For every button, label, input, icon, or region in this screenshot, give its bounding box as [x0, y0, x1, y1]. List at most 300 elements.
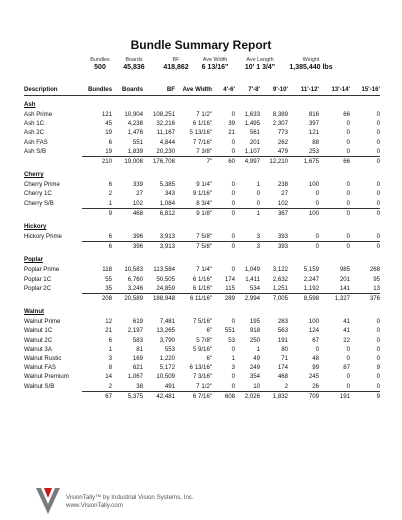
row-value: 0 [376, 318, 380, 326]
row-value: 2,632 [272, 275, 288, 283]
row-value: 6 [108, 233, 112, 241]
row-value: 238 [277, 181, 288, 189]
report-title: Bundle Summary Report [130, 38, 272, 52]
row-description: Walnut 1C [24, 327, 53, 335]
subtotal-label [24, 208, 82, 218]
row-value: 1 [231, 355, 235, 363]
species-heading-row [24, 100, 380, 110]
table-row [24, 265, 380, 274]
row-value: 0 [376, 147, 380, 155]
row-value: 0 [256, 190, 260, 198]
row-value: 3 [256, 233, 260, 241]
row-value: 0 [376, 336, 380, 344]
subtotal-row [24, 391, 380, 401]
row-value: 174 [277, 364, 288, 372]
table-row [24, 354, 380, 363]
row-description: Ash S/B [24, 148, 47, 156]
row-value: 100 [308, 318, 319, 326]
row-value: 6,760 [127, 275, 143, 283]
row-value: 0 [231, 181, 235, 189]
row-value: 201 [339, 275, 350, 283]
summary-label: Boards [125, 57, 143, 63]
row-value: 115 [225, 284, 235, 292]
column-header: BF [143, 85, 175, 96]
row-value: 0 [346, 373, 350, 381]
summary-weight [283, 57, 339, 71]
row-value: 9 [376, 364, 380, 372]
row-value: 0 [346, 233, 350, 241]
row-value: 0 [376, 129, 380, 137]
subtotal-value: 468 [112, 208, 143, 218]
column-header: Bundles [82, 85, 112, 96]
row-value: 14 [105, 373, 112, 381]
row-value: 0 [231, 266, 235, 274]
row-value: 2 [108, 190, 112, 198]
subtotal-value: 9 [350, 391, 380, 401]
row-value: 1,049 [244, 266, 260, 274]
row-value: 0 [346, 382, 350, 390]
row-value: 0 [231, 318, 235, 326]
summary-bundles [82, 57, 118, 71]
subtotal-value: 6,812 [143, 208, 175, 218]
row-value: 38 [136, 382, 143, 390]
row-value: 1 [108, 345, 112, 353]
table-row [24, 110, 380, 119]
row-value: 0 [346, 147, 350, 155]
row-value: 0 [346, 355, 350, 363]
row-value: 3,246 [127, 284, 143, 292]
subtotal-value: 376 [350, 294, 380, 304]
table-row [24, 284, 380, 294]
row-description: Ash Prime [24, 111, 53, 118]
summary-value: 1,385,440 lbs [289, 64, 333, 71]
subtotal-value: 0 [350, 242, 380, 252]
row-value: 1,839 [127, 147, 143, 155]
summary-label: Ave Width [202, 57, 228, 63]
table-row [24, 119, 380, 128]
row-value: 0 [315, 199, 319, 207]
row-description: Walnut FAS [24, 364, 56, 372]
table-row [24, 363, 380, 372]
row-value: 169 [132, 355, 143, 363]
row-value: 0 [231, 138, 235, 146]
row-value: 1 [256, 181, 260, 189]
summary-value: 45,836 [123, 64, 145, 71]
row-description: Hickory Prime [24, 233, 62, 241]
row-value: 20,230 [156, 147, 175, 155]
row-value: 262 [277, 138, 288, 146]
table-header-row [24, 85, 380, 96]
row-value: 1,067 [127, 373, 143, 381]
table-row [24, 275, 380, 284]
row-value: 2,307 [272, 120, 288, 128]
row-value: 0 [346, 129, 350, 137]
summary-label: Ave Length [246, 57, 274, 63]
row-value: 250 [249, 336, 260, 344]
column-header: 7'-8' [235, 85, 260, 96]
row-value: 583 [132, 336, 143, 344]
row-description: Walnut Rustic [24, 355, 62, 363]
subtotal-value: 8,598 [288, 294, 319, 304]
summary-ave-width [193, 57, 237, 71]
footer-website: www.VisionTally.com [66, 502, 123, 509]
row-value: 8 3/4" [196, 199, 212, 207]
row-value: 396 [132, 233, 143, 241]
row-value: 7 3/8" [196, 147, 212, 155]
subtotal-value: 1,327 [319, 294, 350, 304]
subtotal-value: 0 [212, 208, 235, 218]
row-value: 80 [281, 345, 288, 353]
subtotal-value: 0 [288, 242, 319, 252]
row-value: 10,509 [156, 373, 175, 381]
row-value: 283 [277, 318, 288, 326]
row-value: 41 [343, 318, 350, 326]
species-heading-row [24, 222, 380, 232]
row-value: 563 [277, 327, 288, 335]
subtotal-value: 367 [260, 208, 288, 218]
row-value: 10,583 [124, 266, 143, 274]
subtotal-value: 608 [212, 391, 235, 401]
species-heading-row [24, 255, 380, 265]
column-header: Description [24, 85, 82, 96]
table-row [24, 345, 380, 354]
row-value: 918 [249, 327, 260, 335]
row-value: 48 [312, 355, 319, 363]
row-value: 468 [277, 373, 288, 381]
row-value: 100 [308, 181, 319, 189]
row-value: 0 [376, 138, 380, 146]
row-value: 491 [164, 382, 175, 390]
row-description: Poplar Prime [24, 266, 60, 274]
subtotal-value: 3,913 [143, 242, 175, 252]
row-value: 0 [376, 111, 380, 118]
row-value: 5 13/16" [189, 129, 212, 137]
row-description: Walnut S/B [24, 382, 55, 390]
row-value: 5,172 [159, 364, 175, 372]
row-value: 0 [231, 147, 235, 155]
row-description: Ash FAS [24, 138, 48, 146]
subtotal-value: 208 [82, 294, 112, 304]
subtotal-value: 6 [82, 242, 112, 252]
row-value: 7 1/2" [196, 111, 212, 118]
row-value: 50,505 [156, 275, 175, 283]
row-value: 0 [315, 233, 319, 241]
row-value: 621 [132, 364, 143, 372]
footer-company: VisionTally™ by Industrial Vision Systems, Inc. [66, 494, 194, 501]
row-value: 8 [108, 364, 112, 372]
row-value: 71 [281, 355, 288, 363]
subtotal-row [24, 242, 380, 252]
row-value: 245 [308, 373, 319, 381]
row-value: 479 [277, 147, 288, 155]
row-value: 551 [132, 138, 143, 146]
row-value: 6 13/16" [189, 364, 212, 372]
row-value: 253 [308, 147, 319, 155]
subtotal-value: 396 [112, 242, 143, 252]
row-value: 201 [249, 138, 260, 146]
subtotal-value: 7 5/8" [175, 242, 212, 252]
row-value: 7 5/8" [196, 233, 212, 241]
subtotal-value: 188,948 [143, 294, 175, 304]
subtotal-value: 60 [212, 157, 235, 167]
row-value: 0 [231, 199, 235, 207]
column-header: Ave Width [175, 85, 212, 96]
subtotal-label [24, 391, 82, 401]
row-value: 13,265 [156, 327, 175, 335]
subtotal-value: 5,375 [112, 391, 143, 401]
row-description: Cherry S/B [24, 199, 54, 207]
row-value: 95 [373, 275, 380, 283]
row-value: 1,192 [303, 284, 319, 292]
row-value: 6" [206, 327, 212, 335]
species-heading-row [24, 307, 380, 317]
row-description: Ash 2C [24, 129, 44, 137]
bundle-summary-table [24, 85, 380, 401]
summary-boards [114, 57, 154, 71]
table-row [24, 382, 380, 392]
row-value: 3,913 [159, 233, 175, 241]
row-description: Cherry Prime [24, 181, 60, 189]
species-heading: Ash [24, 101, 36, 108]
row-value: 816 [308, 111, 319, 118]
species-heading: Hickory [24, 223, 47, 231]
row-value: 174 [224, 275, 235, 283]
row-value: 1,476 [127, 129, 143, 137]
subtotal-value: 1,675 [288, 157, 319, 167]
row-value: 2,247 [303, 275, 319, 283]
subtotal-value: 7" [175, 157, 212, 167]
row-value: 0 [256, 199, 260, 207]
row-value: 339 [132, 181, 143, 189]
row-value: 53 [228, 336, 235, 344]
row-value: 6" [206, 355, 212, 363]
row-value: 0 [346, 199, 350, 207]
row-value: 108,251 [152, 111, 175, 118]
row-value: 87 [343, 364, 350, 372]
subtotal-value: 67 [82, 391, 112, 401]
row-value: 397 [308, 120, 319, 128]
row-value: 393 [277, 233, 288, 241]
row-value: 2,197 [127, 327, 143, 335]
row-value: 0 [376, 345, 380, 353]
row-value: 67 [312, 336, 319, 344]
row-value: 32,216 [156, 120, 175, 128]
row-value: 7 3/16" [192, 373, 212, 381]
row-value: 121 [308, 129, 319, 137]
summary-value: 10' 1 3/4" [244, 64, 276, 71]
table-row [24, 199, 380, 209]
row-value: 985 [339, 266, 350, 274]
row-value: 7 5/16" [192, 318, 212, 326]
row-value: 4,238 [127, 120, 143, 128]
row-value: 0 [231, 111, 235, 118]
row-value: 1,107 [244, 147, 260, 155]
row-value: 9 1/4" [196, 181, 212, 189]
row-value: 66 [343, 111, 350, 118]
row-value: 1,411 [245, 275, 260, 283]
row-value: 3,790 [159, 336, 175, 344]
row-value: 0 [376, 327, 380, 335]
species-heading: Walnut [24, 308, 45, 316]
row-value: 1 [108, 199, 112, 207]
summary-bf [156, 57, 196, 71]
row-value: 19 [105, 147, 112, 155]
row-value: 6 [108, 138, 112, 146]
row-value: 8,389 [272, 111, 288, 118]
species-heading: Poplar [24, 256, 43, 264]
row-value: 35 [105, 284, 112, 292]
row-description: Walnut 3A [24, 345, 52, 353]
row-value: 141 [339, 284, 350, 292]
row-value: 19 [105, 129, 112, 137]
table-row [24, 128, 380, 137]
row-value: 2 [284, 382, 288, 390]
row-value: 1,251 [272, 284, 288, 292]
subtotal-value: 210 [82, 157, 112, 167]
subtotal-value: 289 [212, 294, 235, 304]
row-value: 191 [277, 336, 288, 344]
row-value: 6 1/16" [192, 120, 212, 128]
subtotal-value: 12,210 [260, 157, 288, 167]
row-description: Ash 1C [24, 120, 44, 128]
row-value: 7 7/16" [192, 138, 212, 146]
subtotal-value: 1 [235, 208, 260, 218]
row-description: Walnut Premium [24, 373, 69, 381]
summary-label: Bundles [90, 57, 110, 63]
row-value: 26 [312, 382, 319, 390]
subtotal-value: 9 [82, 208, 112, 218]
subtotal-row [24, 208, 380, 218]
row-value: 0 [315, 190, 319, 198]
row-value: 0 [346, 345, 350, 353]
row-value: 49 [253, 355, 260, 363]
row-value: 0 [231, 233, 235, 241]
summary-value: 6 13/16" [201, 64, 229, 71]
row-value: 21 [228, 129, 235, 137]
row-value: 5,385 [159, 181, 175, 189]
table-row [24, 180, 380, 189]
row-value: 354 [249, 373, 260, 381]
row-description: Poplar 2C [24, 285, 52, 293]
row-value: 102 [277, 199, 288, 207]
row-value: 24,859 [156, 284, 175, 292]
column-header: 13'-14' [319, 85, 350, 96]
row-value: 6 1/16" [192, 275, 212, 283]
row-value: 27 [136, 190, 143, 198]
row-value: 21 [105, 327, 112, 335]
row-value: 249 [249, 364, 260, 372]
subtotal-value: 0 [212, 242, 235, 252]
row-value: 124 [308, 327, 319, 335]
row-value: 773 [277, 129, 288, 137]
row-value: 102 [132, 199, 143, 207]
table-row [24, 189, 380, 198]
subtotal-value: 2,026 [235, 391, 260, 401]
row-value: 195 [249, 318, 260, 326]
row-value: 12 [105, 318, 112, 326]
row-value: 0 [231, 382, 235, 390]
visiontally-logo-icon [36, 488, 60, 514]
row-description: Poplar 1C [24, 275, 52, 283]
subtotal-value: 0 [319, 242, 350, 252]
column-header: Boards [112, 85, 143, 96]
row-value: 27 [281, 190, 288, 198]
subtotal-value: 191 [319, 391, 350, 401]
row-description: Walnut Prime [24, 318, 61, 326]
column-header: 11'-12' [288, 85, 319, 96]
subtotal-row [24, 157, 380, 167]
row-value: 1,633 [244, 111, 260, 118]
row-value: 0 [376, 181, 380, 189]
row-value: 0 [376, 199, 380, 207]
row-value: 88 [312, 138, 319, 146]
row-value: 39 [228, 120, 235, 128]
row-value: 0 [376, 355, 380, 363]
row-value: 9 1/16" [192, 190, 212, 198]
row-value: 7 1/4" [196, 266, 212, 274]
row-description: Walnut 2C [24, 336, 53, 344]
row-value: 553 [164, 345, 175, 353]
subtotal-value: 19,008 [112, 157, 143, 167]
subtotal-value: 100 [288, 208, 319, 218]
row-value: 5 7/8" [196, 336, 212, 344]
row-value: 81 [136, 345, 143, 353]
row-value: 41 [343, 327, 350, 335]
row-value: 1,495 [244, 120, 260, 128]
row-value: 2 [108, 382, 112, 390]
row-value: 113,584 [153, 266, 175, 274]
row-value: 0 [346, 138, 350, 146]
subtotal-value: 2,994 [235, 294, 260, 304]
table-row [24, 317, 380, 326]
subtotal-value: 7,005 [260, 294, 288, 304]
table-row [24, 232, 380, 242]
row-value: 55 [105, 275, 112, 283]
row-value: 5 9/16" [192, 345, 212, 353]
species-heading-row [24, 170, 380, 180]
row-value: 10,904 [124, 111, 143, 118]
row-value: 0 [376, 233, 380, 241]
row-value: 3 [108, 355, 112, 363]
row-value: 6 1/16" [192, 284, 212, 292]
row-value: 561 [249, 129, 260, 137]
row-value: 0 [231, 190, 235, 198]
subtotal-value: 0 [350, 208, 380, 218]
row-value: 6 [108, 181, 112, 189]
subtotal-value: 176,708 [143, 157, 175, 167]
row-value: 0 [376, 190, 380, 198]
subtotal-value: 6 11/16" [175, 294, 212, 304]
row-value: 0 [315, 345, 319, 353]
subtotal-value: 0 [350, 157, 380, 167]
summary-value: 418,862 [163, 64, 189, 71]
subtotal-value: 6 7/16" [175, 391, 212, 401]
row-value: 534 [249, 284, 260, 292]
row-value: 99 [312, 364, 319, 372]
row-value: 0 [346, 190, 350, 198]
subtotal-value: 393 [260, 242, 288, 252]
subtotal-value: 1,832 [260, 391, 288, 401]
subtotal-label [24, 157, 82, 167]
row-value: 1,220 [159, 355, 175, 363]
subtotal-value: 9 1/8" [175, 208, 212, 218]
row-value: 3,122 [272, 266, 288, 274]
row-value: 551 [224, 327, 235, 335]
row-value: 0 [376, 382, 380, 390]
subtotal-value: 3 [235, 242, 260, 252]
row-value: 5,159 [303, 266, 319, 274]
row-value: 22 [343, 336, 350, 344]
